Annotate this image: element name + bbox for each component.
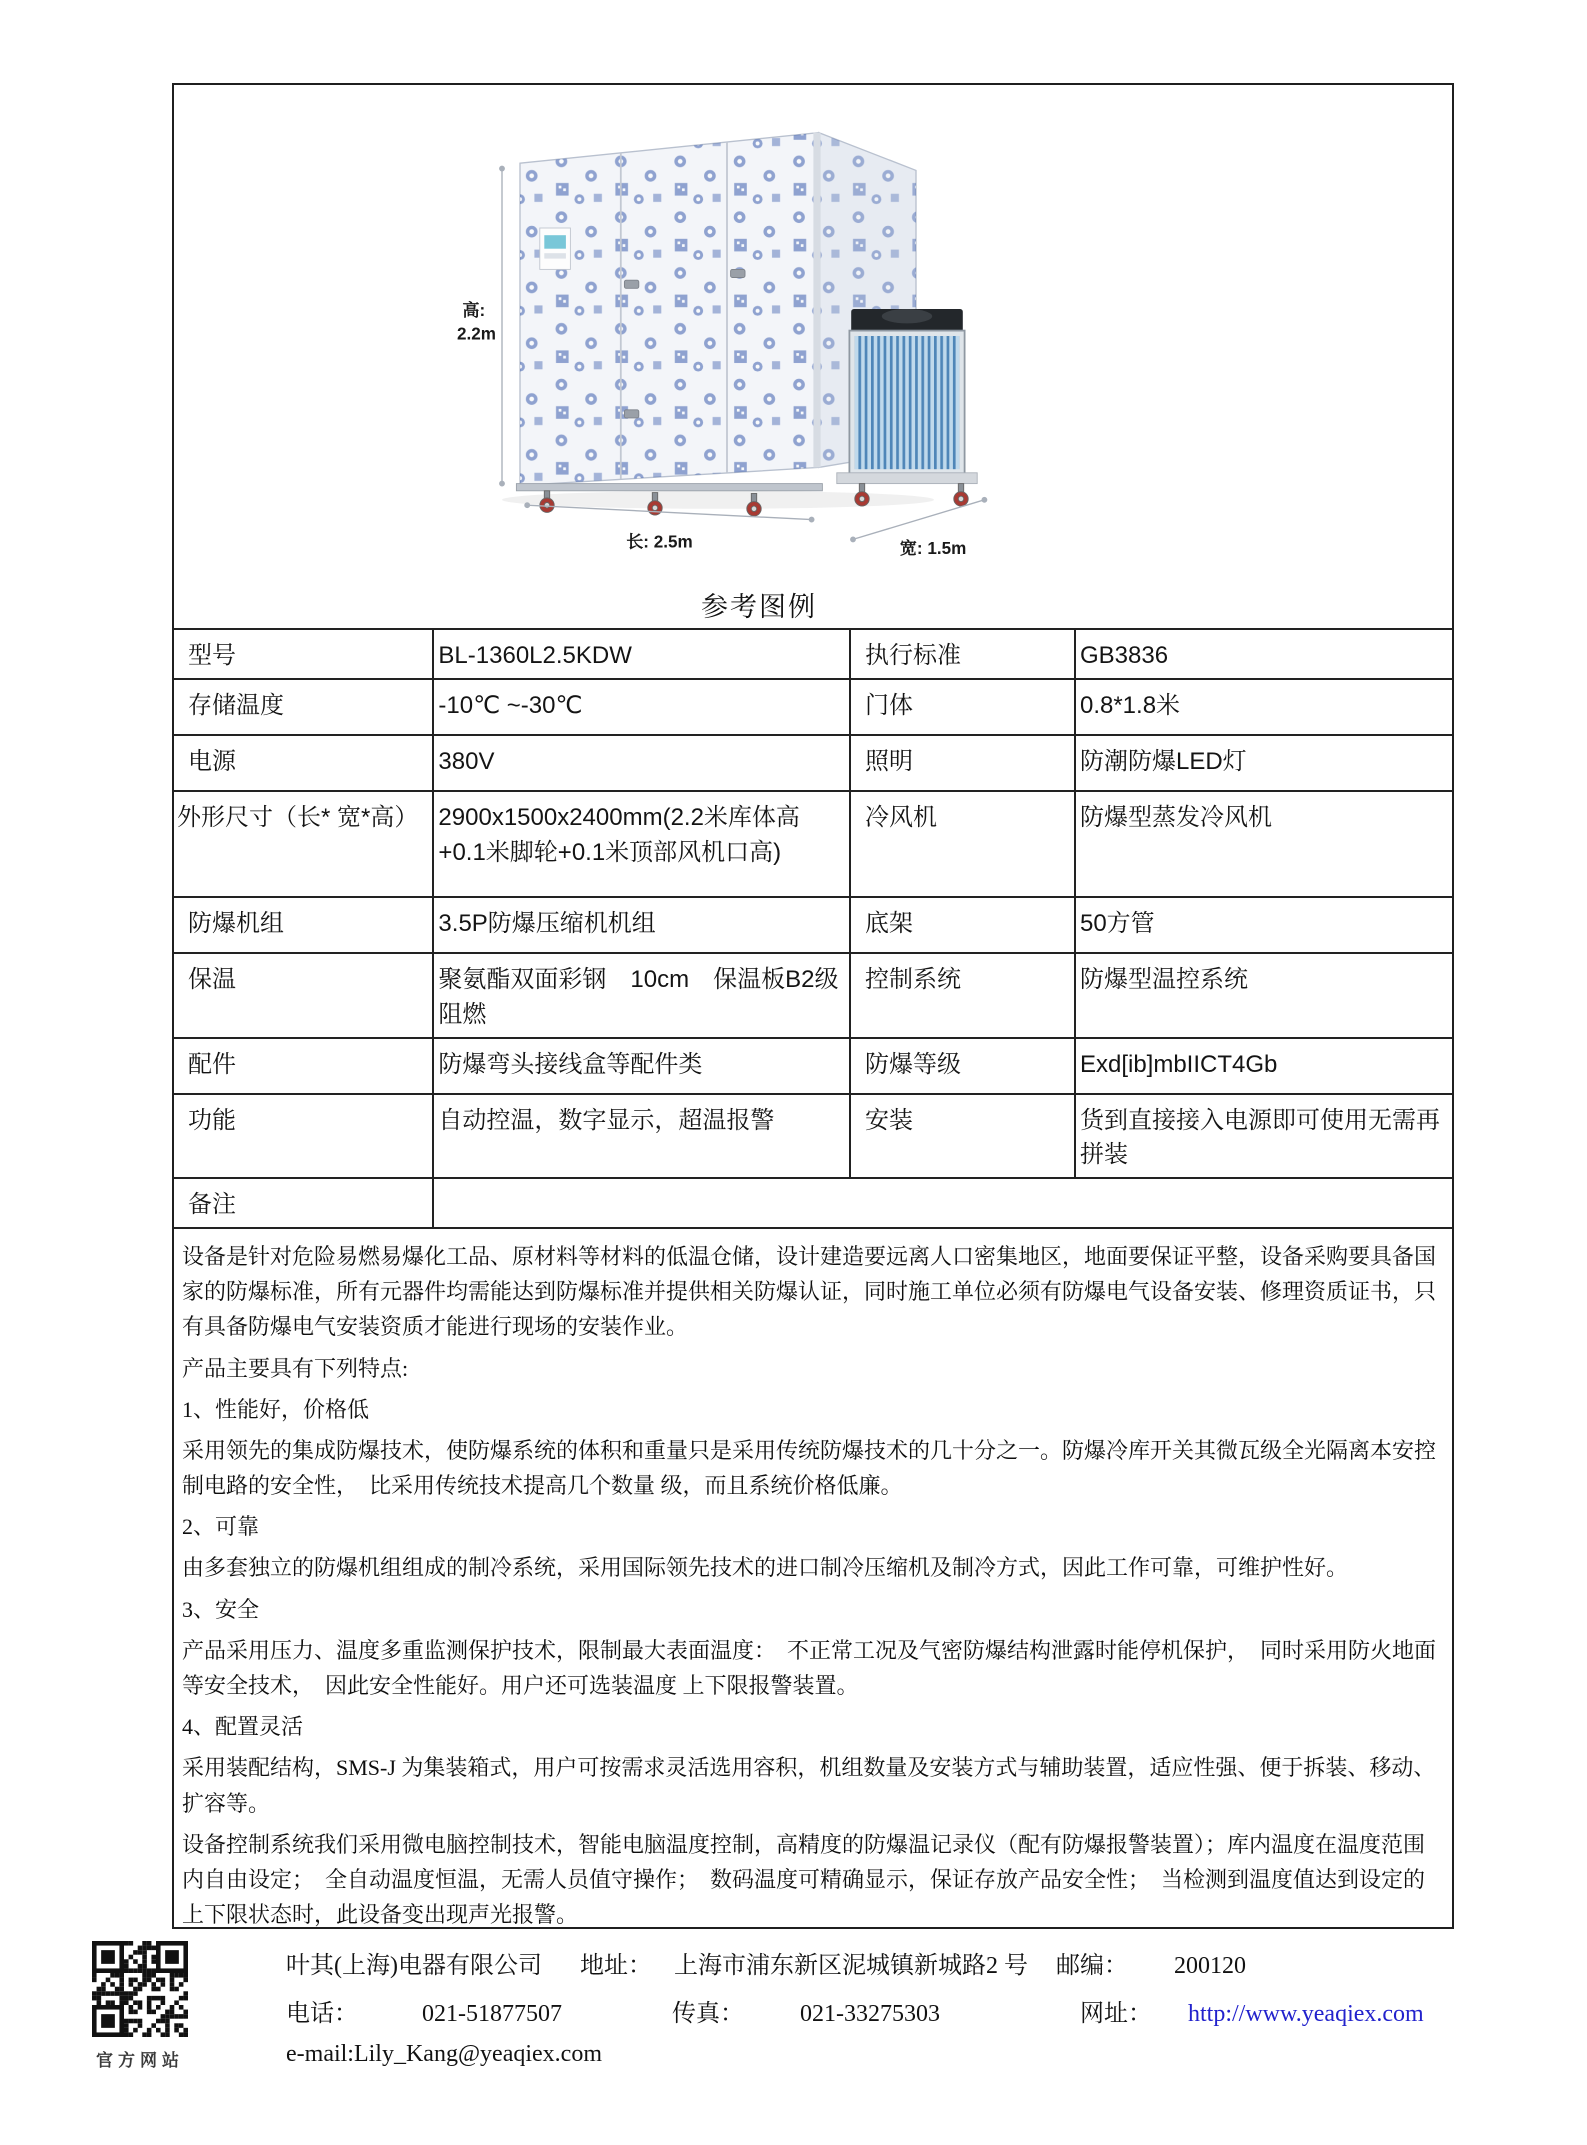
dim-height-label: 高: <box>462 301 486 321</box>
footer-text <box>286 1941 1424 2071</box>
qr-block <box>90 1941 190 2071</box>
qr-caption: 官方网站 <box>96 2051 184 2070</box>
product-illustration <box>430 93 1024 561</box>
spec-label: 功能 <box>174 1094 433 1179</box>
spec-remark-value <box>433 1178 1452 1228</box>
spec-label: 电源 <box>174 735 433 791</box>
spec-row <box>174 1038 1452 1094</box>
spec-value: GB3836 <box>1075 629 1452 679</box>
address-value: 上海市浦东新区泥城镇新城路2 号 <box>673 1953 1028 1979</box>
spec-label: 配件 <box>174 1038 433 1094</box>
spec-value: 防爆弯头接线盒等配件类 <box>433 1038 850 1094</box>
company-name: 叶其(上海)电器有限公司 <box>286 1953 542 1979</box>
description-paragraph: 设备控制系统我们采用微电脑控制技术，智能电脑温度控制，高精度的防爆温记录仪（配有防爆报警装置）；库内温度在温度范围内自由设定； 全自动温度恒温，无需人员值守操作； 数码温度可精确显示，保证存放产品安全性； 当检测到温度值达到设定的上下限状态时，此设备变出现声光报警。 <box>182 1831 1426 1928</box>
spec-remark-row <box>174 1178 1452 1228</box>
dim-height-value: 2.2m <box>457 324 496 344</box>
spec-label: 底架 <box>850 897 1075 953</box>
spec-value: 防爆型温控系统 <box>1075 953 1452 1038</box>
spec-label: 冷风机 <box>850 791 1075 897</box>
spec-label: 门体 <box>850 679 1075 735</box>
spec-row <box>174 1094 1452 1179</box>
website-link[interactable]: http://www.yeaqiex.com <box>1188 2001 1424 2027</box>
description-paragraph: 1、性能好，价格低 <box>182 1396 370 1422</box>
spec-row <box>174 735 1452 791</box>
spec-row <box>174 791 1452 897</box>
spec-label: 保温 <box>174 953 433 1038</box>
spec-label: 照明 <box>850 735 1075 791</box>
spec-value: 防爆型蒸发冷风机 <box>1075 791 1452 897</box>
email-text: e-mail:Lily_Kang@yeaqiex.com <box>286 2041 602 2067</box>
address-label: 地址： <box>579 1953 652 1979</box>
condenser-unit <box>837 309 977 484</box>
description-paragraph: 采用领先的集成防爆技术，使防爆系统的体积和重量只是采用传统防爆技术的几十分之一。防爆冷库开关其微瓦级全光隔离本安控制电路的安全性， 比采用传统技术提高几个数量 级，而且系统价格低廉。 <box>182 1437 1437 1499</box>
description-paragraph: 采用装配结构，SMS-J 为集装箱式，用户可按需求灵活选用容积，机组数量及安装方式与辅助装置，适应性强、便于拆装、移动、扩容等。 <box>182 1755 1436 1816</box>
spec-value: 0.8*1.8米 <box>1075 679 1452 735</box>
spec-value: -10℃ ~-30℃ <box>433 679 850 735</box>
spec-value: 聚氨酯双面彩钢 10cm 保温板B2级阻燃 <box>433 953 850 1038</box>
spec-label: 存储温度 <box>174 679 433 735</box>
document-border-frame <box>172 83 1454 1929</box>
spec-label: 防爆机组 <box>174 897 433 953</box>
spec-label: 防爆等级 <box>850 1038 1075 1094</box>
spec-value: Exd[ib]mbIICT4Gb <box>1075 1038 1452 1094</box>
spec-value: 50方管 <box>1075 897 1452 953</box>
description-paragraph: 3、安全 <box>182 1596 260 1622</box>
spec-label: 执行标准 <box>850 629 1075 679</box>
description-paragraph: 2、可靠 <box>182 1514 260 1540</box>
spec-value: 货到直接接入电源即可使用无需再拼装 <box>1075 1094 1452 1179</box>
spec-value: 3.5P防爆压缩机机组 <box>433 897 850 953</box>
dim-length-label: 长: 2.5m <box>626 532 693 552</box>
spec-row <box>174 953 1452 1038</box>
spec-row <box>174 629 1452 679</box>
spec-label: 型号 <box>174 629 433 679</box>
phone-value: 021-51877507 <box>422 2001 562 2027</box>
qr-code-image <box>92 1941 188 2037</box>
description-paragraph: 产品采用压力、温度多重监测保护技术，限制最大表面温度： 不正常工况及气密防爆结构泄露时能停机保护， 同时采用防火地面等安全技术， 因此安全性能好。用户还可选装温度 上下限报警装置。 <box>182 1637 1437 1699</box>
fax-value: 021-33275303 <box>800 2001 940 2027</box>
footer-line-3 <box>286 2041 1424 2068</box>
dim-width-label: 宽: 1.5m <box>899 538 967 558</box>
spec-label: 安装 <box>850 1094 1075 1179</box>
spec-table <box>174 628 1452 1229</box>
spec-value: 380V <box>433 735 850 791</box>
description-paragraph: 4、配置灵活 <box>182 1714 304 1740</box>
description-paragraph: 设备是针对危险易燃易爆化工品、原材料等材料的低温仓储，设计建造要远离人口密集地区，地面要保证平整，设备采购要具备国家的防爆标准，所有元器件均需能达到防爆标准并提供相关防爆认证，同时施工单位必须有防爆电气设备安装、修理资质证书，只有具备防爆电气安装资质才能进行现场的安装作业。 <box>182 1243 1437 1340</box>
spec-value: 2900x1500x2400mm(2.2米库体高+0.1米脚轮+0.1米顶部风机口高) <box>433 791 850 897</box>
product-description <box>174 1229 1452 1932</box>
fax-label: 传真： <box>672 2001 744 2027</box>
phone-label: 电话： <box>286 2001 358 2027</box>
figure-caption: 参考图例 <box>701 592 817 622</box>
spec-row <box>174 679 1452 735</box>
description-paragraph: 由多套独立的防爆机组组成的制冷系统，采用国际领先技术的进口制冷压缩机及制冷方式，因此工作可靠，可维护性好。 <box>182 1555 1349 1581</box>
spec-row <box>174 897 1452 953</box>
zip-value: 200120 <box>1173 1953 1246 1979</box>
spec-label: 外形尺寸（长* 宽*高） <box>174 791 433 897</box>
description-paragraph: 产品主要具有下列特点: <box>182 1355 409 1381</box>
spec-value: 防潮防爆LED灯 <box>1075 735 1452 791</box>
website-label: 网址： <box>1080 2001 1152 2027</box>
company-footer <box>90 1941 1530 2071</box>
spec-value: 自动控温，数字显示，超温报警 <box>433 1094 850 1179</box>
spec-label: 备注 <box>174 1178 433 1228</box>
product-figure-section <box>174 85 1452 628</box>
spec-value: BL-1360L2.5KDW <box>433 629 850 679</box>
footer-line-2 <box>286 1993 1424 2028</box>
temperature-controller <box>540 228 571 269</box>
zip-label: 邮编： <box>1055 1953 1128 1979</box>
footer-line-1 <box>286 1945 1424 1980</box>
spec-label: 控制系统 <box>850 953 1075 1038</box>
